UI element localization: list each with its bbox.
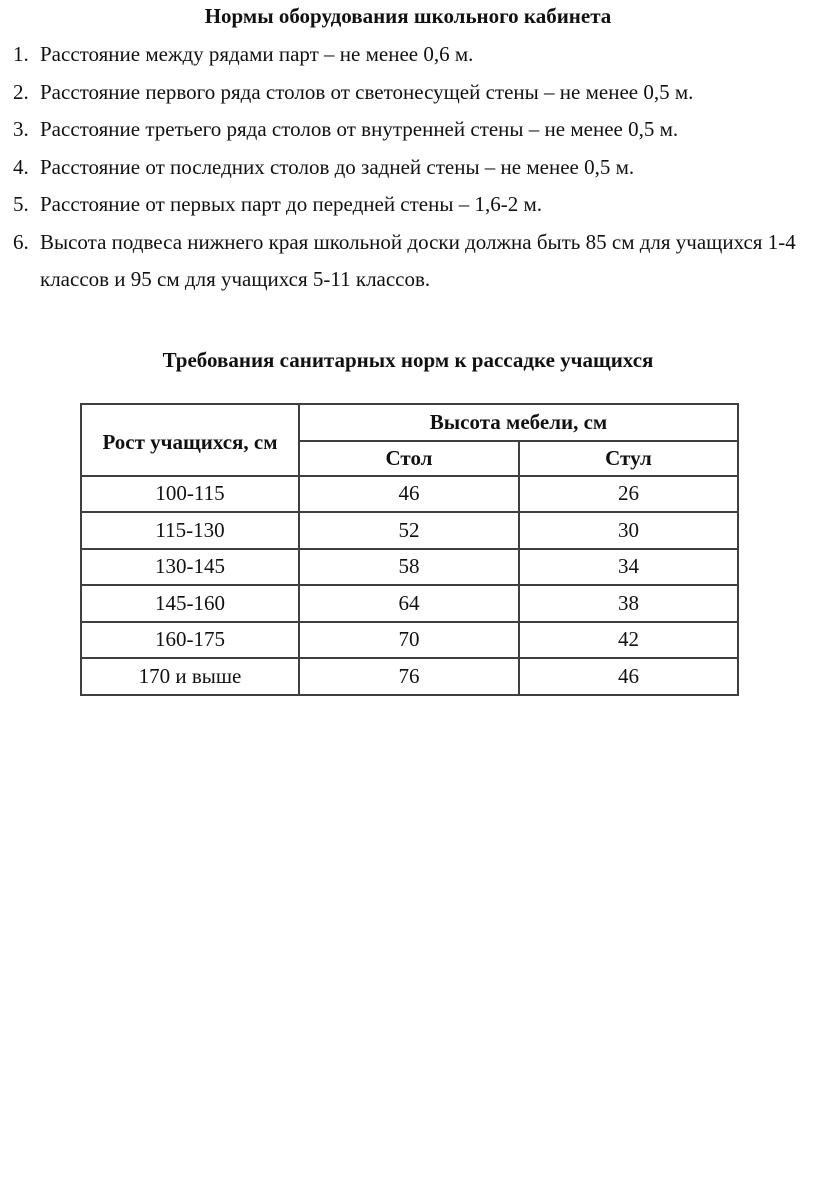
list-item-text: Расстояние между рядами парт – не менее 0,6 м. xyxy=(40,42,474,66)
list-item-number: 1. xyxy=(13,42,29,66)
table-header-row xyxy=(81,404,738,441)
table-title: Требования санитарных норм к рассадке учащихся xyxy=(162,347,654,372)
header-desk: Стол xyxy=(299,441,519,476)
table-row xyxy=(81,585,738,622)
cell-chair-height: 34 xyxy=(519,549,738,586)
cell-height-range: 130-145 xyxy=(81,549,299,586)
table-row xyxy=(81,658,738,695)
header-furniture-height: Высота мебели, см xyxy=(299,404,738,441)
cell-height-range: 170 и выше xyxy=(81,658,299,695)
list-item-text: Расстояние первого ряда столов от светонесущей стены – не менее 0,5 м. xyxy=(40,79,694,104)
header-chair: Стул xyxy=(519,441,738,476)
header-student-height: Рост учащихся, см xyxy=(81,404,299,476)
document-page xyxy=(0,3,816,1202)
list-item-text: Расстояние от первых парт до передней стены – 1,6-2 м. xyxy=(40,192,543,216)
cell-chair-height: 26 xyxy=(519,476,738,513)
cell-height-range: 100-115 xyxy=(81,476,299,513)
list-item-text: Высота подвеса нижнего края школьной доски должна быть 85 см для учащихся 1-4 классов и 95 см для учащихся 5-11 классов. xyxy=(40,229,796,291)
list-item-text: Расстояние от последних столов до задней стены – не менее 0,5 м. xyxy=(40,154,635,179)
cell-height-range: 160-175 xyxy=(81,622,299,659)
table-row xyxy=(81,476,738,513)
cell-height-range: 145-160 xyxy=(81,585,299,622)
list-item xyxy=(0,224,816,299)
list-item xyxy=(0,149,816,187)
cell-chair-height: 38 xyxy=(519,585,738,622)
cell-desk-height: 76 xyxy=(299,658,519,695)
cell-desk-height: 46 xyxy=(299,476,519,513)
list-item xyxy=(0,36,816,74)
norms-list xyxy=(0,36,816,299)
list-item-number: 2. xyxy=(13,79,29,104)
sanitary-norms-table xyxy=(80,403,739,696)
list-item-text: Расстояние третьего ряда столов от внутренней стены – не менее 0,5 м. xyxy=(40,117,679,141)
cell-desk-height: 58 xyxy=(299,549,519,586)
cell-desk-height: 52 xyxy=(299,512,519,549)
table-row xyxy=(81,512,738,549)
list-item xyxy=(0,111,816,149)
list-item-number: 5. xyxy=(13,192,29,216)
list-item-number: 6. xyxy=(13,229,29,254)
cell-desk-height: 64 xyxy=(299,585,519,622)
cell-desk-height: 70 xyxy=(299,622,519,659)
table-row xyxy=(81,549,738,586)
document-title: Нормы оборудования школьного кабинета xyxy=(204,4,612,28)
table-row xyxy=(81,622,738,659)
list-item-number: 3. xyxy=(13,117,29,141)
cell-chair-height: 30 xyxy=(519,512,738,549)
cell-chair-height: 42 xyxy=(519,622,738,659)
list-item-number: 4. xyxy=(13,154,29,179)
list-item xyxy=(0,74,816,112)
cell-height-range: 115-130 xyxy=(81,512,299,549)
cell-chair-height: 46 xyxy=(519,658,738,695)
list-item xyxy=(0,186,816,224)
